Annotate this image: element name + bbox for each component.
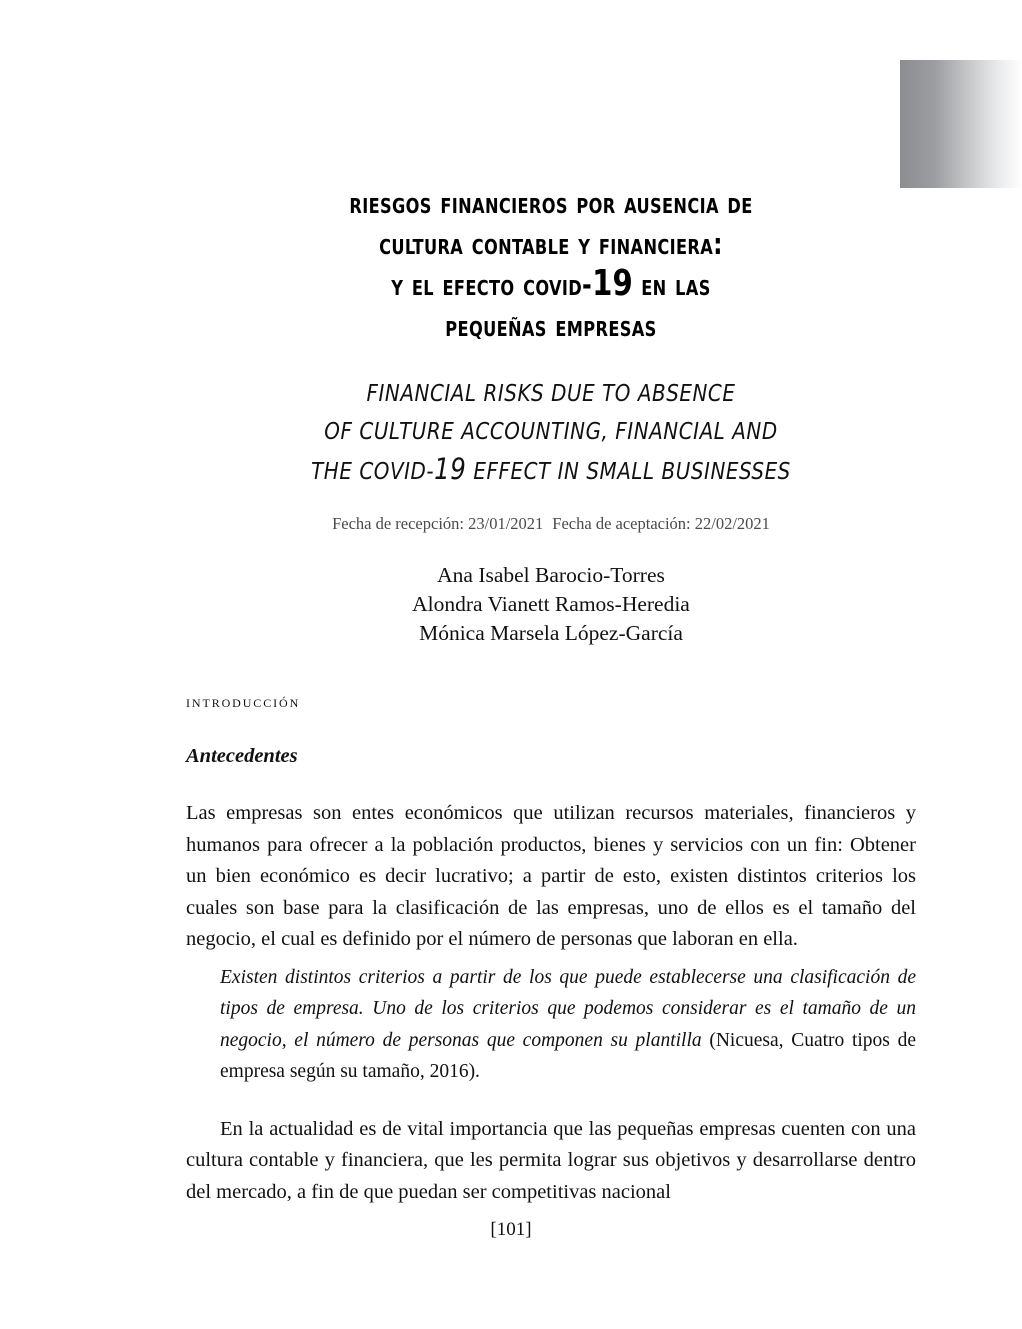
reception-date: Fecha de recepción: 23/01/2021 [332, 514, 544, 533]
block-quote-text: Existen distintos criterios a partir de los que puede establecerse una clasificación de tipos de empresa. Uno de los criterios que podemos considerar es el tamaño de un negocio, el número de personas que componen su plantilla [220, 966, 916, 1051]
title-en-line-1: FINANCIAL RISKS DUE TO ABSENCE [366, 379, 736, 407]
title-es-line-3-post: en las [632, 268, 711, 302]
subheading-antecedentes: Antecedentes [186, 745, 298, 767]
title-es-line-4: pequeñas empresas [445, 308, 657, 343]
title-en-line-2: OF CULTURE ACCOUNTING, FINANCIAL AND [324, 417, 778, 445]
title-es-colon: : [713, 226, 723, 261]
body-paragraph-1: Las empresas son entes económicos que utilizan recursos materiales, financieros y humanos para ofrecer a la población productos, bienes y servicios con un fin: Obtener un bien económico es decir lucrativo; a partir de esto, existen distintos criterios los cuales son base para la clasificación de las empresas, uno de ellos es el tamaño del negocio, el cual es definido por el número de personas que laboran en ella. [186, 802, 916, 950]
author-name: Alondra Vianett Ramos-Heredia [412, 592, 690, 616]
article-title-english [208, 346, 894, 490]
section-heading-introduccion: introducción [186, 692, 301, 711]
title-es-line-3-pre: y el efecto covid- [391, 268, 593, 302]
title-es-line-2: cultura contable y financiera [379, 226, 714, 261]
article-title-spanish [223, 0, 880, 346]
acceptance-date: Fecha de aceptación: 22/02/2021 [552, 514, 770, 533]
title-es-line-1: riesgos financieros por ausencia de [349, 186, 753, 220]
corner-gradient-decoration [900, 60, 1022, 188]
title-en-line-3-pre: THE COVID- [311, 457, 435, 485]
page-number: [101] [490, 1219, 532, 1240]
body-paragraph-2: En la actualidad es de vital importancia que las pequeñas empresas cuenten con una cultura contable y financiera, que les permita lograr sus objetivos y desarrollarse dentro del mercado, a fin de que puedan ser competitivas nacional [186, 1117, 916, 1203]
block-quote [220, 956, 916, 1088]
author-name: Ana Isabel Barocio-Torres [437, 563, 665, 587]
author-list [186, 535, 916, 648]
block-quote-citation: (Nicuesa, Cuatro tipos de empresa según su tamaño, 2016). [220, 1029, 916, 1082]
title-es-line-3-number: 19 [592, 263, 633, 304]
title-en-line-3-number: 19 [434, 452, 467, 486]
author-name: Mónica Marsela López-García [419, 621, 683, 645]
title-en-line-3-post: EFFECT IN SMALL BUSINESSES [466, 457, 791, 485]
publication-dates [186, 490, 916, 535]
article-content-column [186, 0, 916, 1208]
